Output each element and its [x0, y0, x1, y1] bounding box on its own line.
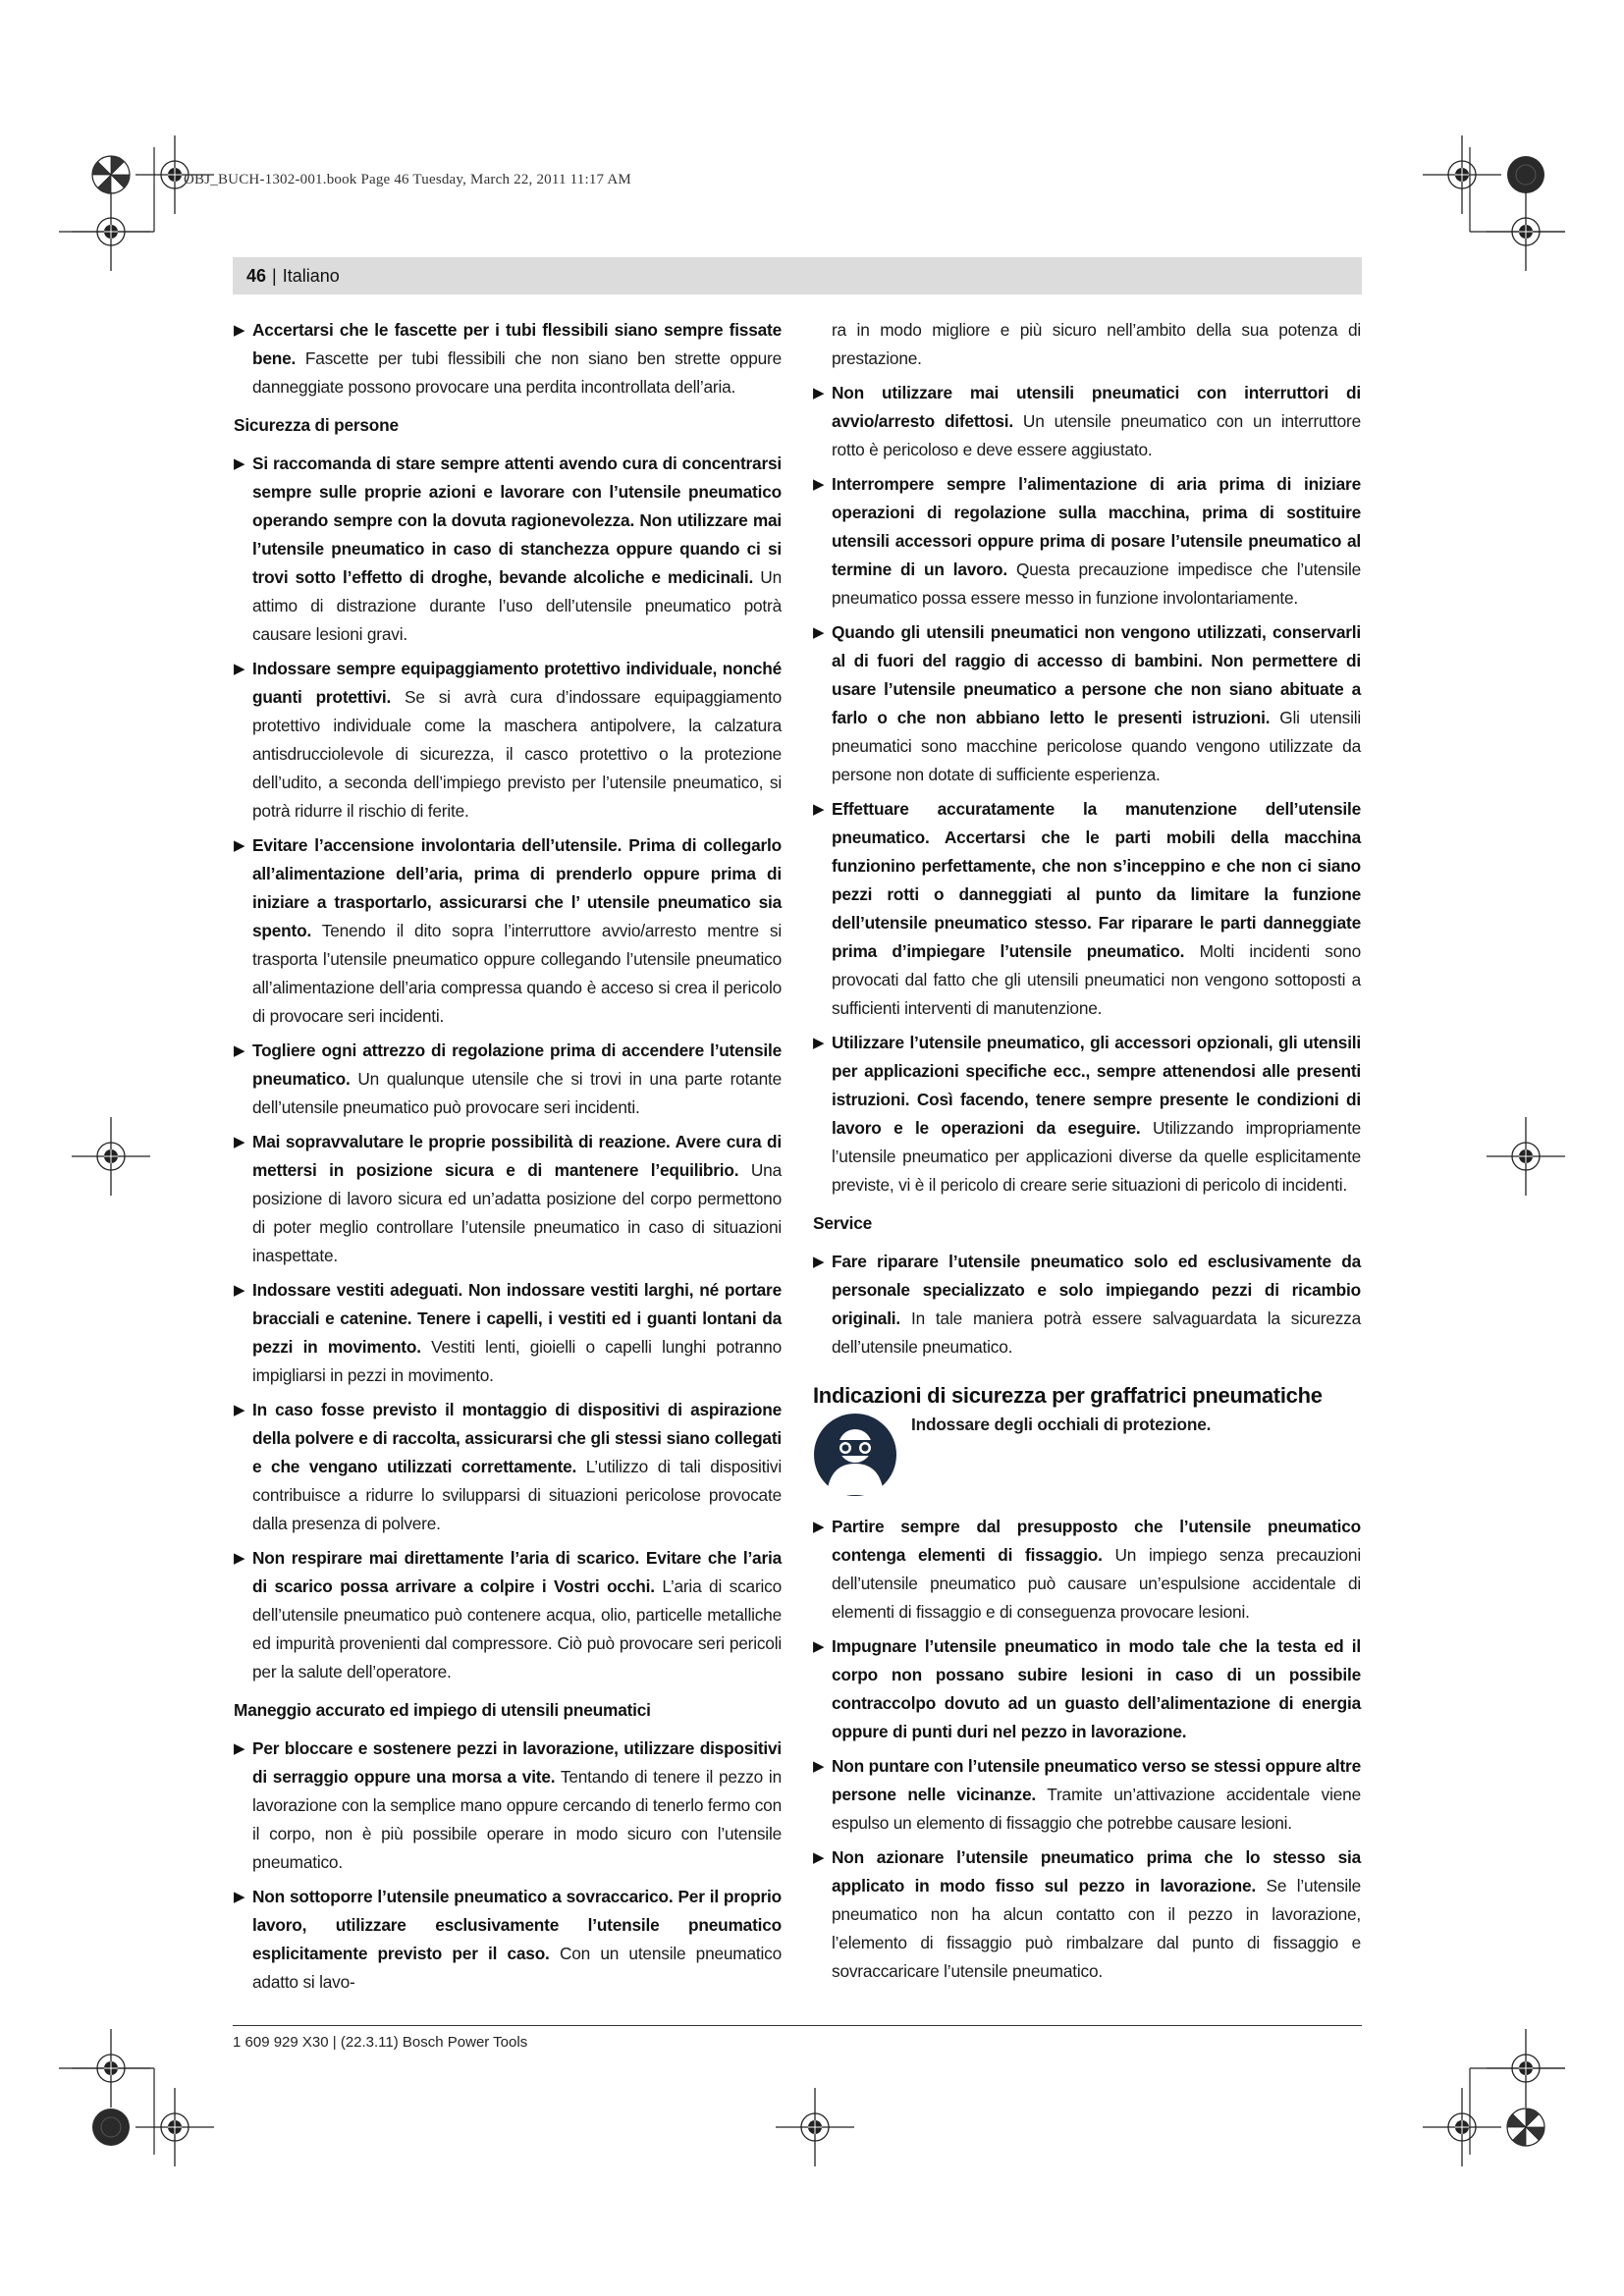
registration-dark-mark [92, 2109, 130, 2146]
safety-item [234, 831, 782, 1031]
item-text: Con un utensile pneumatico adatto si lavo- [252, 1944, 782, 1992]
crop-cross-mark [776, 2088, 854, 2166]
registration-dark-mark [1507, 156, 1544, 193]
safety-item [813, 1843, 1361, 1986]
section-heading: Service [813, 1213, 873, 1233]
bullet-icon: ▶ [813, 385, 825, 401]
bullet-icon: ▶ [234, 1550, 245, 1567]
right-column [813, 316, 1361, 1992]
bullet-icon: ▶ [813, 1638, 825, 1655]
safety-item [234, 450, 782, 649]
print-slug: OBJ_BUCH-1302-001.book Page 46 Tuesday, March 22, 2011 11:17 AM [184, 172, 631, 187]
safety-item [234, 1276, 782, 1390]
bullet-icon: ▶ [813, 1035, 825, 1051]
item-bold: Interrompere sempre l’alimentazione di aria prima di iniziare operazioni di regolazione sulla macchina, prima di sostituire utensili accessori oppure prima di posare l’utensile pneumatico al termine di un lavoro. [832, 474, 1361, 579]
registration-star-mark [92, 156, 130, 193]
item-bold: Togliere ogni attrezzo di regolazione prima di accendere l’utensile pneumatico. [252, 1041, 782, 1089]
safety-item [234, 1735, 782, 1877]
item-bold: Partire sempre dal presupposto che l’utensile pneumatico contenga elementi di fissaggio. [832, 1517, 1361, 1565]
bullet-icon: ▶ [813, 801, 825, 818]
item-text: Se l’utensile pneumatico non ha alcun contatto con il pezzo in lavorazione, l’elemento di fissaggio può rimbalzare dal punto di fissaggio e sovraccaricare l’utensile pneumatico. [832, 1876, 1362, 1981]
bullet-icon: ▶ [234, 837, 245, 854]
section-title: Indicazioni di sicurezza per graffatrici pneumatiche [813, 1383, 1323, 1408]
item-text: Tenendo il dito sopra l’interruttore avvio/arresto mentre si trasporta l’utensile pneumatico oppure collegando l’utensile pneumatico all’alimentazione dell’aria compressa quando è acceso si crea il pericolo di provocare seri incidenti. [252, 921, 782, 1026]
crop-cross-mark [72, 192, 150, 271]
item-text: Questa precauzione impedisce che l’utensile pneumatico possa essere messo in funzione involontariamente. [832, 560, 1361, 608]
item-bold: Effettuare accuratamente la manutenzione dell’utensile pneumatico. Accertarsi che le parti mobili della macchina funzionino perfettamente, che non s’inceppino e che non ci siano pezzi rotti o danneggiati al punto da limitare la funzione dell’utensile pneumatico stesso. Far riparare le parti danneggiate prima d’impiegare l’utensile pneumatico. [832, 799, 1361, 961]
bullet-icon: ▶ [234, 1042, 245, 1059]
item-bold: Fare riparare l’utensile pneumatico solo ed esclusivamente da personale specializzato e solo impiegando pezzi di ricambio originali. [832, 1252, 1361, 1328]
registration-star-mark [1507, 2109, 1544, 2146]
page-header [233, 257, 1362, 294]
section-heading: Sicurezza di persone [234, 415, 399, 435]
item-bold: Accertarsi che le fascette per i tubi flessibili siano sempre fissate bene. [252, 320, 782, 368]
item-bold: Non azionare l’utensile pneumatico prima che lo stesso sia applicato in modo fisso sul pezzo in lavorazione. [832, 1847, 1361, 1896]
item-bold: Mai sopravvalutare le proprie possibilità di reazione. Avere cura di mettersi in posizione sicura e di mantenere l’equilibrio. [252, 1132, 782, 1180]
continuation-text: ra in modo migliore e più sicuro nell’ambito della sua potenza di prestazione. [832, 320, 1361, 368]
bullet-icon: ▶ [234, 1282, 245, 1299]
item-text: Se si avrà cura d’indossare equipaggiamento protettivo individuale come la maschera antipolvere, la calzatura antisdrucciolevole di sicurezza, il casco protettivo o la protezione dell’udito, a seconda dell’impiego previsto per l’utensile pneumatico, si potrà ridurre il rischio di ferite. [252, 687, 782, 821]
bullet-icon: ▶ [234, 1740, 245, 1757]
goggles-notice [813, 1413, 1361, 1497]
item-bold: Indossare vestiti adeguati. Non indossare vestiti larghi, né portare bracciali e catenine. Tenere i capelli, i vestiti ed i guanti lontani da pezzi in movimento. [252, 1280, 782, 1357]
item-text: Tentando di tenere il pezzo in lavorazione con la semplice mano oppure cercando di tenerlo fermo con il corpo, non è più possibile operare in modo sicuro con l’utensile pneumatico. [252, 1767, 782, 1872]
bullet-icon: ▶ [234, 1134, 245, 1150]
item-bold: Non utilizzare mai utensili pneumatici con interruttori di avvio/arresto difettosi. [832, 383, 1361, 431]
safety-item [234, 1396, 782, 1538]
item-bold: Non respirare mai direttamente l’aria di scarico. Evitare che l’aria di scarico possa arrivare a colpire i Vostri occhi. [252, 1548, 782, 1596]
item-text: Fascette per tubi flessibili che non siano ben strette oppure danneggiate possono provocare una perdita incontrollata dell’aria. [252, 348, 782, 397]
goggles-label: Indossare degli occhiali di protezione. [911, 1415, 1212, 1434]
item-text: Un qualunque utensile che si trovi in una parte rotante dell’utensile pneumatico può provocare seri incidenti. [252, 1069, 782, 1117]
crop-cross-mark [72, 1117, 150, 1196]
safety-item [813, 795, 1361, 1023]
safety-item [813, 1513, 1361, 1627]
safety-item [234, 655, 782, 826]
item-bold: Utilizzare l’utensile pneumatico, gli accessori opzionali, gli utensili per applicazioni specifiche ecc., sempre attenendosi alle presenti istruzioni. Così facendo, tenere sempre presente le condizioni di lavoro e le operazioni da eseguire. [832, 1033, 1361, 1138]
header-separator: | [272, 266, 277, 286]
safety-item [813, 379, 1361, 464]
safety-item [234, 1037, 782, 1122]
item-text: In tale maniera potrà essere salvaguardata la sicurezza dell’utensile pneumatico. [832, 1308, 1361, 1357]
page-number: 46 [246, 266, 267, 286]
safety-item [813, 618, 1361, 789]
bullet-icon: ▶ [234, 455, 245, 472]
item-text: Molti incidenti sono provocati dal fatto che gli utensili pneumatici non vengono sottoposti a sufficienti interventi di manutenzione. [832, 941, 1361, 1018]
crop-cross-mark [1423, 2088, 1501, 2166]
bullet-icon: ▶ [234, 661, 245, 677]
bullet-icon: ▶ [234, 1402, 245, 1418]
crop-cross-mark [1487, 192, 1565, 271]
bullet-icon: ▶ [813, 1758, 825, 1775]
safety-item [813, 470, 1361, 613]
left-column [234, 316, 782, 2002]
item-bold: Non sottoporre l’utensile pneumatico a sovraccarico. Per il proprio lavoro, utilizzare esclusivamente l’utensile pneumatico esplicitamente previsto per il caso. [252, 1887, 782, 1963]
section-heading: Maneggio accurato ed impiego di utensili pneumatici [234, 1700, 651, 1720]
bullet-icon: ▶ [813, 1519, 825, 1535]
crop-cross-mark [1423, 135, 1501, 214]
item-bold: Si raccomanda di stare sempre attenti avendo cura di concentrarsi sempre sulle proprie azioni e lavorare con l’utensile pneumatico operando sempre con la dovuta ragionevolezza. Non utilizzare mai l’utensile pneumatico in caso di stanchezza oppure quando ci si trovi sotto l’effetto di droghe, bevande alcoliche e medicinali. [252, 454, 782, 587]
item-bold: Non puntare con l’utensile pneumatico verso se stessi oppure altre persone nelle vicinanze. [832, 1756, 1361, 1804]
bullet-icon: ▶ [813, 1254, 825, 1270]
item-text: L’utilizzo di tali dispositivi contribuisce a ridurre lo svilupparsi di situazioni pericolose provocate dalla presenza di polvere. [252, 1457, 782, 1533]
item-bold: In caso fosse previsto il montaggio di dispositivi di aspirazione della polvere e di raccolta, assicurarsi che gli stessi siano collegati e che vengano utilizzati correttamente. [252, 1400, 782, 1476]
safety-item [813, 1632, 1361, 1746]
crop-cross-mark [1487, 2029, 1565, 2108]
item-text: Utilizzando impropriamente l’utensile pneumatico per applicazioni diverse da quelle esplicitamente previste, vi è il pericolo di creare serie situazioni di pericolo di incidenti. [832, 1118, 1361, 1195]
safety-item [813, 1752, 1361, 1838]
item-text: Un impiego senza precauzioni dell’utensile pneumatico può causare un’espulsione accidentale di elementi di fissaggio e di conseguenza provocare lesioni. [832, 1545, 1361, 1622]
item-text: Gli utensili pneumatici sono macchine pericolose quando vengono utilizzate da persone non dotate di sufficiente esperienza. [832, 708, 1361, 784]
safety-item [813, 1248, 1361, 1362]
footer-rule [233, 2025, 1362, 2026]
safety-item [234, 1128, 782, 1270]
header-language: Italiano [282, 266, 340, 286]
item-bold: Indossare sempre equipaggiamento protettivo individuale, nonché guanti protettivi. [252, 659, 782, 707]
header-text [246, 257, 340, 294]
item-bold: Impugnare l’utensile pneumatico in modo tale che la testa ed il corpo non possano subire lesioni in caso di un possibile contraccolpo dovuto ad un guasto dell’alimentazione di energia oppure di punti duri nel pezzo in lavorazione. [832, 1636, 1361, 1741]
bullet-icon: ▶ [234, 322, 245, 339]
crop-cross-mark [135, 2088, 214, 2166]
item-bold: Per bloccare e sostenere pezzi in lavorazione, utilizzare dispositivi di serraggio oppure una morsa a vite. [252, 1738, 782, 1787]
item-text: Una posizione di lavoro sicura ed un’adatta posizione del corpo permettono di poter meglio controllare l’utensile pneumatico in caso di situazioni inaspettate. [252, 1160, 782, 1265]
safety-item [813, 1029, 1361, 1200]
item-bold: Evitare l’accensione involontaria dell’utensile. Prima di collegarlo all’alimentazione dell’aria, prima di prenderlo oppure prima di iniziare a trasportarlo, assicurarsi che l’ utensile pneumatico sia spento. [252, 835, 782, 940]
safety-goggles-icon [813, 1413, 897, 1497]
bullet-icon: ▶ [813, 1849, 825, 1866]
bullet-icon: ▶ [234, 1889, 245, 1905]
crop-cross-mark [72, 2029, 150, 2108]
safety-item [234, 1544, 782, 1686]
crop-cross-mark [1487, 1117, 1565, 1196]
item-bold: Quando gli utensili pneumatici non vengono utilizzati, conservarli al di fuori del raggio di accesso di bambini. Non permettere di usare l’utensile pneumatico a persone che non siano abituate a farlo o che non abbiano letto le presenti istruzioni. [832, 622, 1361, 727]
bullet-icon: ▶ [813, 476, 825, 493]
item-text: L’aria di scarico dell’utensile pneumatico può contenere acqua, olio, particelle metalliche ed impurità provenienti dal compressore. Ciò può provocare seri pericoli per la salute dell’operatore. [252, 1576, 782, 1682]
item-text: Un utensile pneumatico con un interruttore rotto è pericoloso e deve essere aggiustato. [832, 411, 1362, 459]
safety-item [234, 316, 782, 401]
item-text: Un attimo di distrazione durante l’uso dell’utensile pneumatico potrà causare lesioni gravi. [252, 567, 782, 644]
footer-imprint: 1 609 929 X30 | (22.3.11) Bosch Power Tools [233, 2034, 528, 2051]
safety-item [234, 1883, 782, 1997]
item-text: Tramite un’attivazione accidentale viene espulso un elemento di fissaggio che potrebbe causare lesioni. [832, 1785, 1361, 1833]
bullet-icon: ▶ [813, 624, 825, 641]
item-text: Vestiti lenti, gioielli o capelli lunghi potranno impigliarsi in pezzi in movimento. [252, 1337, 782, 1385]
